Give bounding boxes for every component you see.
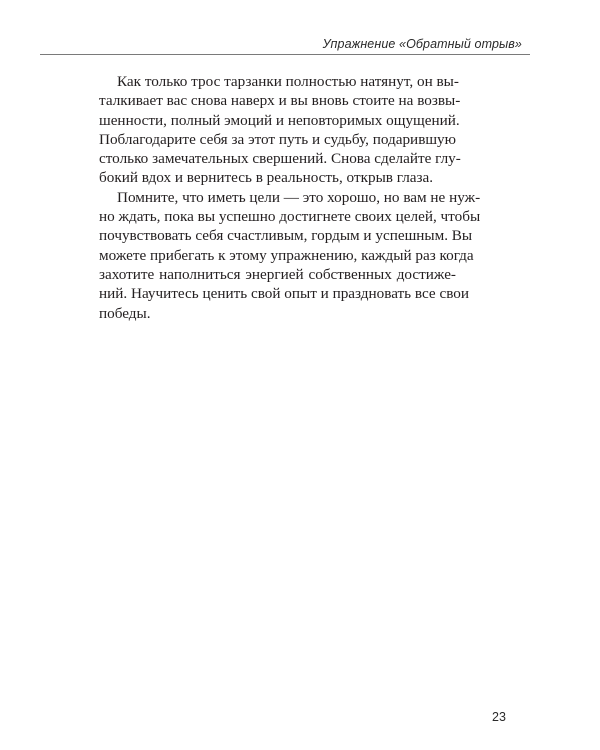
paragraph-1 bbox=[99, 72, 461, 188]
text-line: можете прибегать к этому упражнению, каждый раз когда bbox=[99, 246, 474, 264]
text-line: почувствовать себя счастливым, гордым и успешным. Вы bbox=[99, 227, 473, 245]
running-head: Упражнение «Обратный отрыв» bbox=[322, 37, 522, 51]
text-line: шенности, полный эмоций и неповторимых ощущений. bbox=[99, 111, 460, 129]
text-line: талкивает вас снова наверх и вы вновь стоите на возвы- bbox=[99, 92, 461, 110]
text-line: Помните, что иметь цели — это хорошо, но вам не нуж- bbox=[117, 188, 481, 206]
text-line: ний. Научитесь ценить свой опыт и праздновать все свои bbox=[99, 285, 469, 303]
text-line: но ждать, пока вы успешно достигнете своих целей, чтобы bbox=[99, 208, 481, 226]
page-number: 23 bbox=[492, 710, 506, 724]
header-rule bbox=[40, 54, 530, 55]
text-line: победы. bbox=[99, 304, 151, 322]
body-text bbox=[99, 72, 481, 323]
text-line: Как только трос тарзанки полностью натянут, он вы- bbox=[117, 73, 459, 90]
paragraph-2 bbox=[99, 188, 481, 323]
text-line: захотите наполниться энергией собственных достиже- bbox=[99, 265, 456, 283]
text-line: столько замечательных свершений. Снова сделайте глу- bbox=[99, 150, 461, 168]
text-line: бокий вдох и вернитесь в реальность, открыв глаза. bbox=[99, 169, 434, 187]
text-line: Поблагодарите себя за этот путь и судьбу, подарившую bbox=[99, 130, 456, 148]
